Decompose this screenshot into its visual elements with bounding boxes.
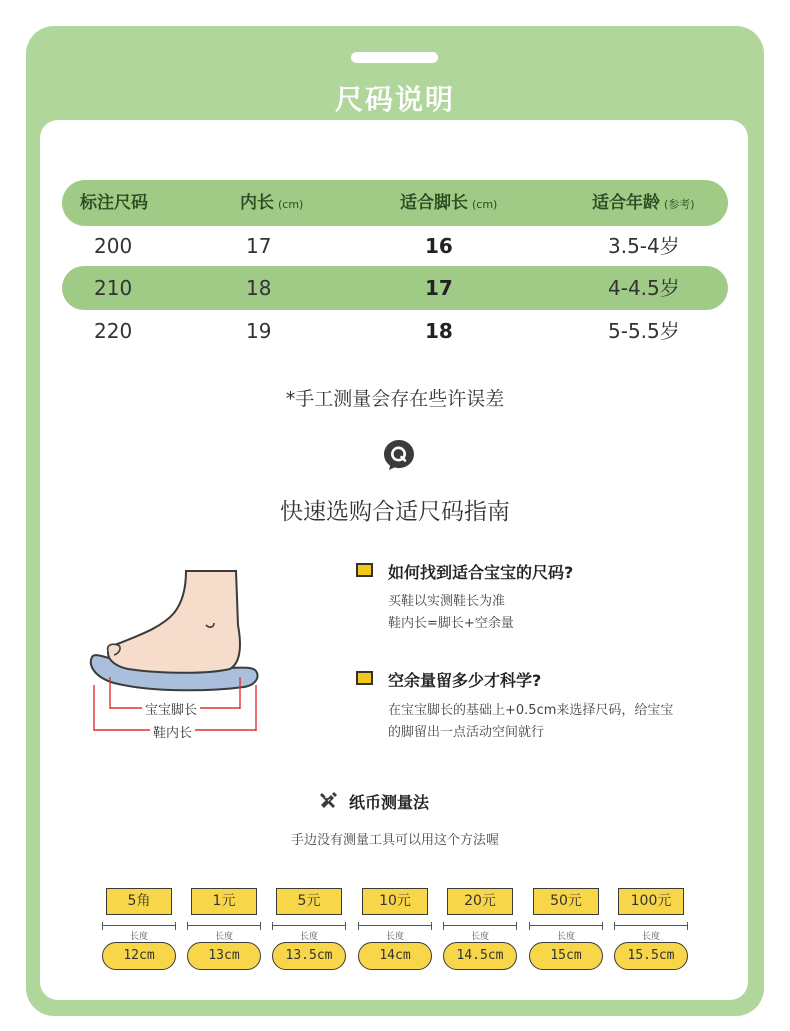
banknote-name: 1元 [191, 888, 257, 915]
banknote-length: 13.5cm [272, 942, 346, 970]
length-label: 长度 [214, 932, 233, 942]
header-foot-length: 适合脚长 (cm) [400, 193, 498, 213]
banknote-method-title: 纸币测量法 [349, 793, 430, 812]
cell-marked-size: 210 [94, 276, 133, 300]
banknote-card [272, 888, 346, 970]
yellow-square-icon [356, 671, 373, 685]
cell-marked-size: 220 [94, 319, 133, 343]
table-row [62, 266, 728, 310]
banknote-card [102, 888, 176, 970]
yellow-square-icon [356, 563, 373, 577]
banknote-name: 100元 [618, 888, 684, 915]
length-label: 长度 [556, 932, 575, 942]
header-marked-size: 标注尺码 [80, 193, 148, 213]
banknote-length: 13cm [187, 942, 261, 970]
length-label: 长度 [470, 932, 489, 942]
page-title: 尺码说明 [334, 83, 455, 116]
banknote-card [187, 888, 261, 970]
cell-foot-length: 16 [425, 234, 453, 258]
guide-title: 快速选购合适尺码指南 [280, 499, 510, 525]
length-label: 长度 [385, 932, 404, 942]
banknote-card [614, 888, 688, 970]
banknote-name: 5角 [106, 888, 172, 915]
length-label: 长度 [299, 932, 318, 942]
faq-answer-2-line-2: 的脚留出一点活动空间就行 [388, 725, 545, 740]
size-table-header [62, 180, 728, 226]
length-label: 长度 [641, 932, 660, 942]
banknote-length: 14.5cm [443, 942, 517, 970]
cell-foot-length: 17 [425, 276, 453, 300]
banknote-method-subtitle: 手边没有测量工具可以用这个方法喔 [290, 833, 499, 848]
header-age: 适合年龄 (参考) [592, 193, 695, 213]
cell-inner-length: 19 [246, 319, 272, 343]
measurement-note: *手工测量会存在些许误差 [285, 388, 505, 410]
banknote-name: 10元 [362, 888, 428, 915]
foot-length-label: 宝宝脚长 [142, 699, 200, 718]
length-label: 长度 [129, 932, 148, 942]
cell-marked-size: 200 [94, 234, 133, 258]
header-inner-length: 内长 (cm) [240, 193, 304, 213]
banknote-length: 14cm [358, 942, 432, 970]
decorative-pill [351, 52, 438, 63]
q-chat-icon [383, 439, 415, 471]
banknote-card [443, 888, 517, 970]
table-row [62, 224, 728, 268]
cell-inner-length: 17 [246, 234, 272, 258]
cell-age: 3.5-4岁 [608, 234, 680, 258]
cell-inner-length: 18 [246, 276, 272, 300]
cell-age: 4-4.5岁 [608, 276, 680, 300]
table-row [62, 309, 728, 353]
banknote-name: 50元 [533, 888, 599, 915]
faq-answer-1-line-1: 买鞋以实测鞋长为准 [388, 594, 506, 609]
banknote-length: 15cm [529, 942, 603, 970]
banknote-length: 15.5cm [614, 942, 688, 970]
ruler-pencil-icon [318, 790, 338, 810]
foot-insole-illustration [84, 565, 264, 745]
inner-length-label: 鞋内长 [150, 722, 195, 741]
banknote-length: 12cm [102, 942, 176, 970]
banknote-card [529, 888, 603, 970]
banknote-name: 5元 [276, 888, 342, 915]
faq-answer-2-line-1: 在宝宝脚长的基础上+0.5cm来选择尺码，给宝宝 [388, 703, 674, 718]
banknote-name: 20元 [447, 888, 513, 915]
banknote-card [358, 888, 432, 970]
cell-foot-length: 18 [425, 319, 453, 343]
cell-age: 5-5.5岁 [608, 319, 680, 343]
faq-answer-1-line-2: 鞋内长=脚长+空余量 [388, 616, 514, 631]
